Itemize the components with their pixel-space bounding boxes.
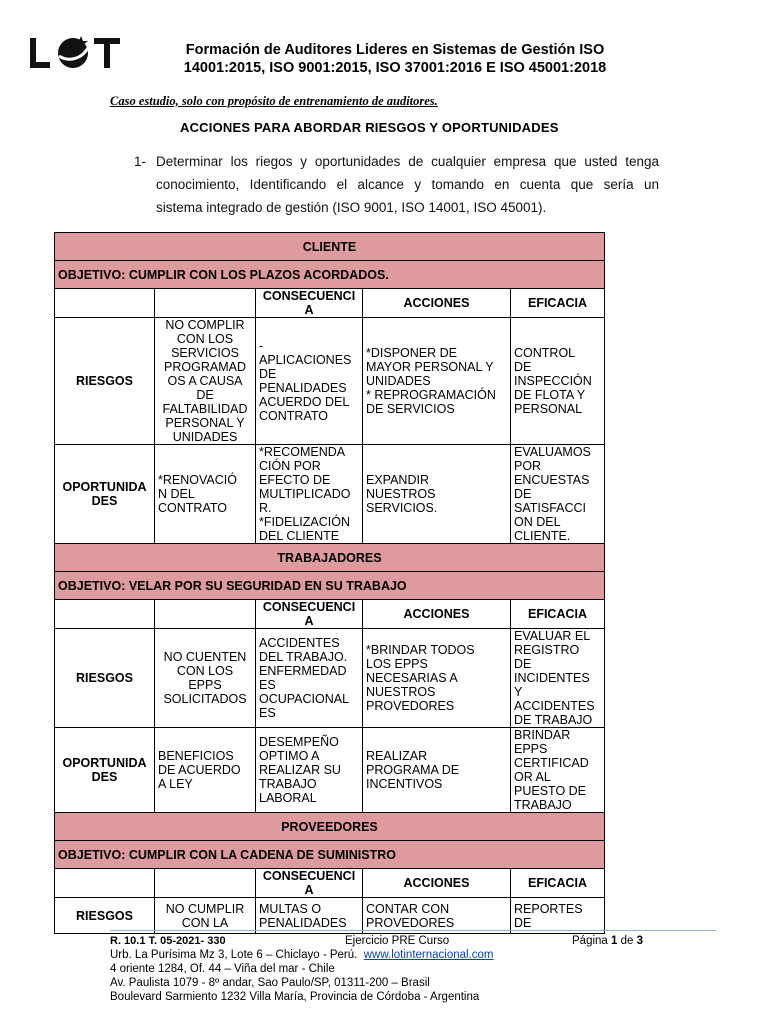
section-title-row [55, 544, 605, 572]
section-title: PROVEEDORES [55, 813, 605, 841]
cell-line: DE [514, 657, 532, 671]
riesgos-acciones [363, 318, 511, 445]
objective: OBJETIVO: CUMPLIR CON LOS PLAZOS ACORDADOS. [55, 261, 605, 289]
cell-line: PROGRAMA DE [366, 763, 460, 777]
footer-divider [110, 930, 716, 931]
cell-line: EVALUAR EL [514, 629, 591, 643]
row-label-oportunidades: OPORTUNIDA DES [55, 445, 155, 544]
column-header-row [55, 600, 605, 629]
cell-line: EFECTO DE [259, 473, 331, 487]
oportunidades-consecuencia [256, 728, 363, 813]
exercise-label: Ejercicio PRE Curso [345, 935, 450, 947]
cell-line: EPPS [514, 742, 548, 756]
empty-header-cell [155, 869, 256, 898]
cell-line: ENFERMEDAD [259, 664, 347, 678]
cell-line: UNIDADES [366, 374, 431, 388]
riesgos-consecuencia [256, 898, 363, 934]
header-acciones: ACCIONES [363, 289, 511, 318]
riesgos-eficacia [511, 629, 605, 728]
cell-line: CLIENTE. [514, 529, 571, 543]
cell-line: CONTROL [514, 346, 576, 360]
cell-line: *BRINDAR TODOS [366, 643, 475, 657]
cell-line: INCIDENTES [514, 671, 590, 685]
cell-line: SERVICIOS. [366, 501, 438, 515]
cell-line: OCUPACIONAL [259, 692, 350, 706]
cell-line: ES [259, 706, 276, 720]
empty-header-cell [55, 600, 155, 629]
cell-line: POR [514, 459, 542, 473]
riesgos-eficacia [511, 318, 605, 445]
document-title-line1: Formación de Auditores Lideres en Sistemas de Gestión ISO [185, 42, 605, 58]
header-consecuencia: CONSECUENCI A [256, 869, 363, 898]
header-consecuencia: CONSECUENCI A [256, 289, 363, 318]
header-acciones: ACCIONES [363, 869, 511, 898]
objective: OBJETIVO: VELAR POR SU SEGURIDAD EN SU TRABAJO [55, 572, 605, 600]
cell-line: TRABAJO [514, 798, 572, 812]
cell-line: CON LOS [176, 332, 234, 346]
cell-line: *RENOVACIÓ [158, 473, 237, 487]
section-title-row [55, 813, 605, 841]
case-study-note: Caso estudio, solo con propósito de entrenamiento de auditores. [110, 94, 438, 108]
website-link[interactable]: www.lotinternacional.com [363, 949, 494, 961]
lot-logo [28, 32, 124, 76]
cell-line: PROGRAMAD [164, 360, 246, 374]
riesgos-description [155, 898, 256, 934]
address-peru: Urb. La Purísima Mz 3, Lote 6 – Chiclayo - Perú. www.lotinternacional.com [110, 949, 494, 961]
empty-header-cell [55, 289, 155, 318]
cell-line: - [259, 339, 264, 353]
cell-line: DEL TRABAJO. [259, 650, 348, 664]
oportunidades-acciones [363, 728, 511, 813]
riesgos-acciones [363, 898, 511, 934]
cell-line: DE ACUERDO [158, 763, 241, 777]
riesgos-consecuencia [256, 318, 363, 445]
cell-line: MAYOR PERSONAL Y [366, 360, 494, 374]
cell-line: CONTRATO [259, 409, 328, 423]
cell-line: REPORTES [514, 901, 583, 916]
section-heading: ACCIONES PARA ABORDAR RIESGOS Y OPORTUNIDADES [180, 120, 559, 135]
cell-line: ON DEL [514, 515, 561, 529]
cell-line: SOLICITADOS [163, 692, 247, 706]
cell-line: ACCIDENTES [259, 636, 340, 650]
cell-line: NECESARIAS A [366, 671, 458, 685]
document-title [150, 41, 640, 77]
row-label-riesgos: RIESGOS [55, 629, 155, 728]
cell-line: BENEFICIOS [158, 749, 234, 763]
cell-line: *DISPONER DE [366, 346, 457, 360]
address-chile: 4 oriente 1284, Of. 44 – Viña del mar - Chile [110, 963, 335, 975]
riesgos-acciones [363, 629, 511, 728]
cell-line: NUESTROS [366, 685, 436, 699]
cell-line: Y [514, 685, 523, 699]
cell-line: DE [196, 388, 214, 402]
question-text [156, 150, 659, 219]
cell-line: PENALIDADES [259, 381, 347, 395]
riesgos-consecuencia [256, 629, 363, 728]
cell-line: DEL CLIENTE [259, 529, 340, 543]
cell-line: BRINDAR [514, 728, 571, 742]
cell-line: R. [259, 501, 272, 515]
question-text-main: Determinar los riegos y oportunidades de cualquier empresa que usted tenga conocimiento, Identificando el alcance y tomando en cuenta que sería un [156, 154, 659, 192]
cell-line: PENALIDADES [259, 915, 347, 930]
cell-line: FALTABILIDAD [162, 402, 248, 416]
cell-line: UNIDADES [172, 430, 238, 444]
riesgos-description [155, 629, 256, 728]
cell-line: INCENTIVOS [366, 777, 443, 791]
cell-line: *RECOMENDA [259, 445, 346, 459]
cell-line: PERSONAL [514, 402, 583, 416]
header-eficacia: EFICACIA [511, 289, 605, 318]
cell-line: DE [514, 487, 532, 501]
cell-line: OS A CAUSA [167, 374, 243, 388]
cell-line: EXPANDIR [366, 473, 429, 487]
row-label-riesgos: RIESGOS [55, 318, 155, 445]
cell-line: *FIDELIZACIÓN [259, 515, 350, 529]
empty-header-cell [55, 869, 155, 898]
document-title-line2: 14001:2015, ISO 9001:2015, ISO 37001:2016 E ISO 45001:2018 [183, 60, 607, 76]
riesgos-row [55, 629, 605, 728]
cell-line: REGISTRO [514, 643, 580, 657]
column-header-row [55, 289, 605, 318]
cell-line: NO CUMPLIR [165, 901, 245, 916]
cell-line: OR AL [514, 770, 551, 784]
row-label-oportunidades: OPORTUNIDA DES [55, 728, 155, 813]
oportunidades-consecuencia [256, 445, 363, 544]
document-reference: R. 10.1 T. 05-2021- 330 [110, 935, 226, 947]
objective: OBJETIVO: CUMPLIR CON LA CADENA DE SUMINISTRO [55, 841, 605, 869]
cell-line: NO COMPLIR [165, 318, 245, 332]
section-title: TRABAJADORES [55, 544, 605, 572]
cell-line: CIÓN POR [259, 459, 321, 473]
cell-line: PUESTO DE [514, 784, 587, 798]
cell-line: DE [514, 915, 532, 930]
cell-line: N DEL [158, 487, 195, 501]
address-brasil: Av. Paulista 1079 - 8º andar, Sao Paulo/SP, 01311-200 – Brasil [110, 977, 430, 989]
oportunidades-description [155, 445, 256, 544]
riesgos-description [155, 318, 256, 445]
cell-line: DE TRABAJO [514, 713, 593, 727]
header-acciones: ACCIONES [363, 600, 511, 629]
cell-line: ENCUESTAS [514, 473, 590, 487]
cell-line: SERVICIOS [171, 346, 239, 360]
cell-line: ACCIDENTES [514, 699, 595, 713]
footer-addresses [110, 948, 670, 1004]
empty-header-cell [155, 289, 256, 318]
oportunidades-row [55, 728, 605, 813]
cell-line: DE SERVICIOS [366, 402, 455, 416]
cell-line: REALIZAR SU [259, 763, 341, 777]
address-argentina: Boulevard Sarmiento 1232 Villa María, Provincia de Córdoba - Argentina [110, 991, 480, 1003]
column-header-row [55, 869, 605, 898]
section-title-row [55, 233, 605, 261]
objective-row [55, 261, 605, 289]
cell-line: MULTIPLICADO [259, 487, 351, 501]
cell-line: NO CUENTEN [163, 650, 247, 664]
cell-line: CONTRATO [158, 501, 227, 515]
cell-line: DESEMPEÑO [259, 735, 339, 749]
objective-row [55, 572, 605, 600]
cell-line: ES [259, 678, 276, 692]
oportunidades-acciones [363, 445, 511, 544]
cell-line: ACUERDO DEL [259, 395, 350, 409]
question-text-last: sistema integrado de gestión (ISO 9001, ISO 14001, ISO 45001). [156, 200, 547, 215]
cell-line: REALIZAR [366, 749, 428, 763]
cell-line: EPPS [188, 678, 222, 692]
cell-line: SATISFACCI [514, 501, 587, 515]
oportunidades-row [55, 445, 605, 544]
cell-line: PERSONAL Y [165, 416, 245, 430]
cell-line: A LEY [158, 777, 193, 791]
cell-line: NUESTROS [366, 487, 436, 501]
oportunidades-description [155, 728, 256, 813]
header-consecuencia: CONSECUENCI A [256, 600, 363, 629]
cell-line: LABORAL [259, 791, 317, 805]
riesgos-row [55, 898, 605, 934]
page-indicator: Página 1 de 3 [572, 935, 644, 947]
cell-line: APLICACIONES [259, 353, 352, 367]
cell-line: INSPECCIÓN [514, 374, 592, 388]
cell-line: CON LOS [176, 664, 234, 678]
cell-line: TRABAJO [259, 777, 317, 791]
risk-opportunity-table [54, 232, 605, 934]
empty-header-cell [155, 600, 256, 629]
riesgos-eficacia [511, 898, 605, 934]
cell-line: PROVEDORES [366, 915, 455, 930]
objective-row [55, 841, 605, 869]
cell-line: DE FLOTA Y [514, 388, 586, 402]
cell-line: OPTIMO A [259, 749, 320, 763]
section-title: CLIENTE [55, 233, 605, 261]
cell-line: CERTIFICAD [514, 756, 589, 770]
header-eficacia: EFICACIA [511, 869, 605, 898]
question-number: 1- [134, 154, 147, 169]
cell-line: CON LA [181, 915, 229, 930]
cell-line: EVALUAMOS [514, 445, 591, 459]
cell-line: DE [514, 360, 532, 374]
oportunidades-eficacia [511, 728, 605, 813]
riesgos-row [55, 318, 605, 445]
cell-line: LOS EPPS [366, 657, 428, 671]
cell-line: MULTAS O [259, 901, 322, 916]
row-label-riesgos: RIESGOS [55, 898, 155, 934]
cell-line: DE [259, 367, 277, 381]
cell-line: CONTAR CON [366, 901, 450, 916]
cell-line: * REPROGRAMACIÓN [366, 388, 496, 402]
question-1 [134, 150, 659, 219]
header-eficacia: EFICACIA [511, 600, 605, 629]
cell-line: PROVEDORES [366, 699, 455, 713]
oportunidades-eficacia [511, 445, 605, 544]
